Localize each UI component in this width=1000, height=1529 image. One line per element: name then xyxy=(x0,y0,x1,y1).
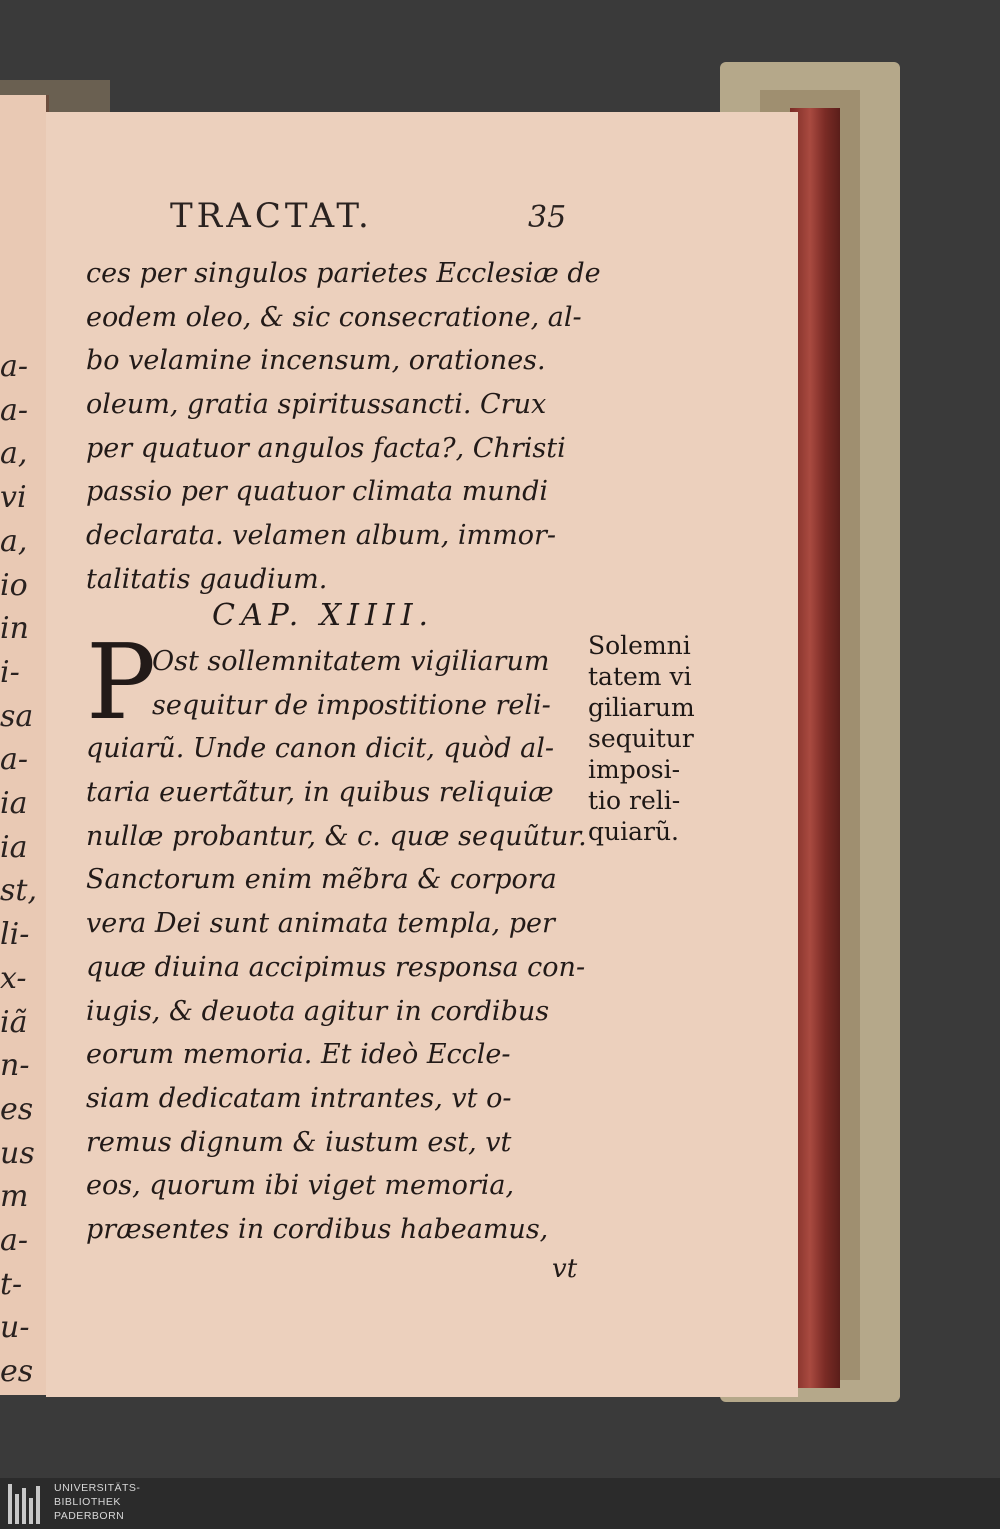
text-line: eodem oleo, & sic consecratione, al- xyxy=(86,301,582,333)
facing-page-fragment: a, xyxy=(0,523,28,559)
text-line: siam dedicatam intrantes, vt o- xyxy=(86,1082,512,1114)
facing-page-fragment: ia xyxy=(0,829,28,865)
text-block-top xyxy=(86,252,601,602)
marginal-note-line: quiarũ. xyxy=(588,817,680,846)
facing-page-fragment: vi xyxy=(0,480,27,516)
facing-page-fragment: es xyxy=(0,1354,34,1390)
drop-cap: P xyxy=(86,621,156,743)
facing-page-fragment: li- xyxy=(0,917,30,953)
text-line: Ost sollemnitatem vigiliarum xyxy=(152,646,550,677)
facing-page-fragment: x- xyxy=(0,960,27,996)
facing-page-fragment: t- xyxy=(0,1266,23,1302)
marginal-note-line: Solemni xyxy=(588,631,691,660)
text-line: per quatuor angulos facta?, Christi xyxy=(86,432,566,464)
marginal-note-line: imposi- xyxy=(588,755,681,784)
marginal-note-line: giliarum xyxy=(588,693,695,722)
text-line: ces per singulos parietes Ecclesiæ de xyxy=(86,258,601,289)
text-line: iugis, & deuota agitur in cordibus xyxy=(86,995,550,1027)
marginal-note xyxy=(588,630,718,847)
text-line: Sanctorum enim mẽbra & corpora xyxy=(86,864,557,896)
facing-page-fragment: a- xyxy=(0,1223,29,1259)
text-line: talitatis gaudium. xyxy=(86,563,328,595)
running-head: TRACTAT. xyxy=(170,196,373,236)
catchword: vt xyxy=(552,1254,578,1284)
text-block-bottom xyxy=(86,640,587,1252)
library-name-line: BIBLIOTHEK xyxy=(54,1496,121,1508)
facing-page-fragment: n- xyxy=(0,1048,30,1084)
text-line: quæ diuina accipimus responsa con- xyxy=(86,951,586,983)
facing-page-fragment: a, xyxy=(0,436,28,472)
library-footer xyxy=(0,1478,1000,1529)
text-line: eos, quorum ibi viget memoria, xyxy=(86,1170,515,1202)
text-line: vera Dei sunt animata templa, per xyxy=(86,908,555,940)
facing-page-fragment: iã xyxy=(0,1004,28,1040)
facing-page-fragment: es xyxy=(0,1091,34,1127)
text-line: bo velamine incensum, orationes. xyxy=(86,345,546,377)
text-line: taria euertãtur, in quibus reliquiæ xyxy=(86,777,554,809)
facing-page-fragment: in xyxy=(0,611,29,647)
marginal-note-line: tatem vi xyxy=(588,662,692,691)
facing-page-fragment: st, xyxy=(0,873,37,909)
marginal-note-line: tio reli- xyxy=(588,786,681,815)
text-line: passio per quatuor climata mundi xyxy=(86,476,548,508)
chapter-heading: CAP. XIIII. xyxy=(212,598,435,633)
facing-page-fragment: u- xyxy=(0,1310,30,1346)
facing-page-text xyxy=(0,345,44,1394)
facing-page-fragment: sa xyxy=(0,698,34,734)
facing-page-fragment: m xyxy=(0,1179,29,1215)
text-line: nullæ probantur, & c. quæ sequũtur. xyxy=(86,820,587,852)
text-line: remus dignum & iustum est, vt xyxy=(86,1126,512,1158)
facing-page-fragment: a- xyxy=(0,392,29,428)
text-line: oleum, gratia spiritussancti. Crux xyxy=(86,389,547,421)
facing-page-fragment: i- xyxy=(0,654,20,690)
text-line: quiarũ. Unde canon dicit, quòd al- xyxy=(86,733,555,765)
page-number: 35 xyxy=(528,200,567,235)
marginal-note-line: sequitur xyxy=(588,724,694,753)
library-name-line: UNIVERSITÄTS- xyxy=(54,1482,141,1494)
text-line: eorum memoria. Et ideò Eccle- xyxy=(86,1039,511,1071)
facing-page-fragment: a- xyxy=(0,349,29,384)
text-line: præsentes in cordibus habeamus, xyxy=(86,1213,549,1245)
facing-page xyxy=(0,95,49,1395)
text-line: sequitur de impostitione reli- xyxy=(152,689,551,721)
facing-page-fragment: us xyxy=(0,1135,35,1171)
facing-page-fragment: io xyxy=(0,567,28,603)
library-name xyxy=(54,1481,140,1523)
text-line: declarata. velamen album, immor- xyxy=(86,520,557,552)
library-name-line: PADERBORN xyxy=(54,1510,125,1522)
facing-page-fragment: a- xyxy=(0,742,29,778)
facing-page-fragment: ia xyxy=(0,786,28,822)
library-logo-icon xyxy=(8,1484,48,1524)
